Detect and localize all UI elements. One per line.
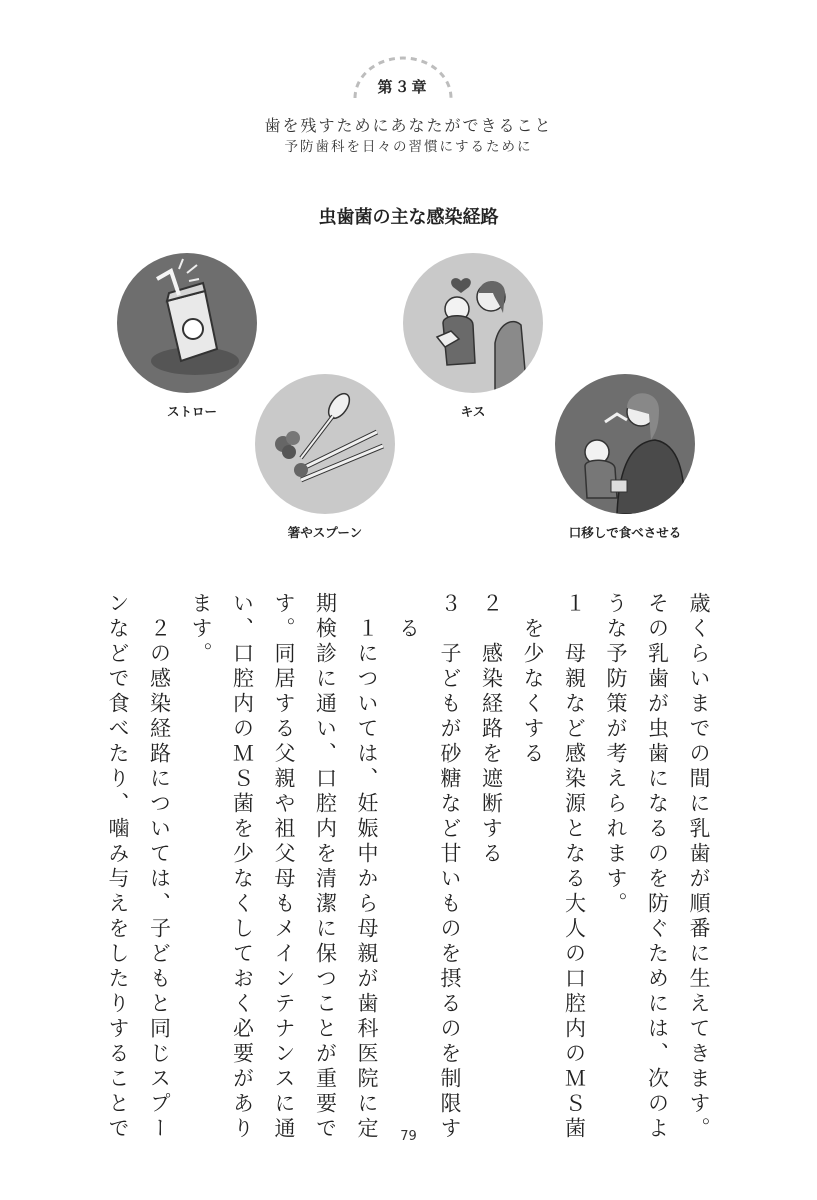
text-line: ３ 子どもが砂糖など甘いものを摂るのを制限す [438, 592, 462, 1142]
chapter-subtitle: 予防歯科を日々の習慣にするために [284, 139, 533, 155]
text-line: る [396, 592, 421, 642]
route-label-kiss: キス [460, 404, 486, 419]
chopsticks-spoon-icon [255, 374, 395, 514]
mouth-feeding-icon [555, 374, 695, 514]
kiss-parent-baby-icon [403, 253, 543, 393]
text-line: １ 母親など感染源となる大人の口腔内のＭＳ菌 [562, 592, 587, 1142]
text-line: その乳歯が虫歯になるのを防ぐためには、次のよ [645, 592, 670, 1142]
straw-juice-box-icon [117, 253, 257, 393]
text-line: 期検診に通い、口腔内を清潔に保つことが重要で [313, 592, 338, 1142]
text-line: ２ 感染経路を遮断する [479, 592, 504, 867]
route-label-chopsticks: 箸やスプーン [287, 525, 363, 540]
diagram-title: 虫歯菌の主な感染経路 [318, 207, 499, 228]
body-text [97, 592, 720, 1142]
route-label-straw: ストロー [166, 404, 217, 419]
chapter-label: 第３章 [377, 78, 429, 96]
text-line: １については、妊娠中から母親が歯科医院に定 [355, 592, 379, 1142]
text-line: す。同居する父親や祖父母もメインテナンスに通 [272, 592, 296, 1142]
page-number: 79 [400, 1129, 417, 1144]
text-line: ２の感染経路については、子どもと同じスプー [147, 592, 172, 1142]
route-label-mouth-feeding: 口移しで食べさせる [568, 525, 682, 540]
text-line: うな予防策が考えられます。 [604, 592, 628, 917]
text-line: ます。 [189, 592, 213, 667]
text-line: い、口腔内のＭＳ菌を少なくしておく必要があり [230, 592, 255, 1142]
chapter-title: 歯を残すためにあなたができること [264, 116, 553, 135]
text-line: ンなどで食べたり、噛み与えをしたりすることで [106, 592, 130, 1142]
text-line: を少なくする [521, 592, 545, 767]
text-line: 歳くらいまでの間に乳歯が順番に生えてきます。 [687, 592, 711, 1142]
